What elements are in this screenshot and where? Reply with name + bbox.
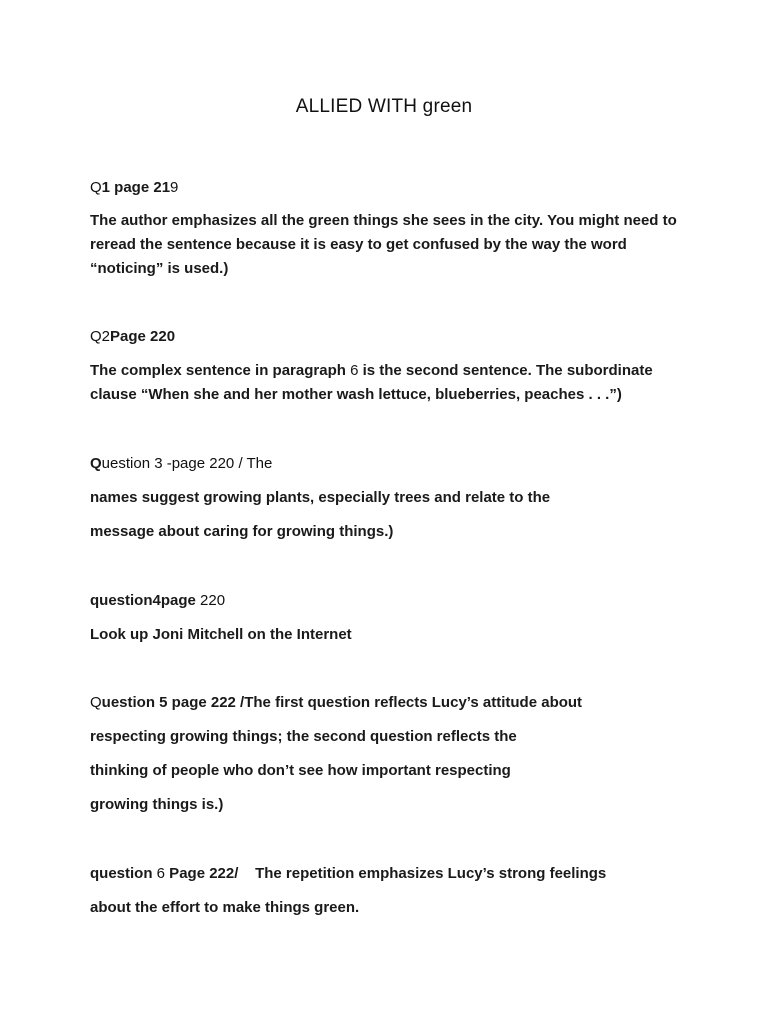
q1-heading-main: 1 page 21 — [101, 179, 171, 196]
q2-answer-line-1 — [90, 359, 653, 383]
q1-answer-line-2: reread the sentence because it is easy to get confused by the way the word — [90, 236, 627, 253]
q3-answer-line-1: names suggest growing plants, especially trees and relate to the — [90, 489, 551, 506]
q5-heading-main: uestion 5 page 222 / — [101, 694, 245, 711]
q5-answer-line-2: thinking of people who don’t see how important respecting — [90, 762, 511, 779]
q1-heading — [90, 176, 178, 200]
q5-heading — [90, 691, 582, 715]
q2-heading-main: Page 220 — [110, 328, 176, 345]
q3-answer-line-2: message about caring for growing things.) — [90, 523, 394, 540]
q1-answer-line-3: “noticing” is used.) — [90, 260, 229, 277]
q4-heading-main: question4page — [90, 592, 196, 609]
q2-heading — [90, 325, 175, 349]
q6-heading-answer: The repetition emphasizes Lucy’s strong feelings — [238, 865, 607, 882]
q6-answer-line: about the effort to make things green. — [90, 899, 360, 916]
q2-answer-line-2: clause “When she and her mother wash lettuce, blueberries, peaches . . .”) — [90, 386, 622, 403]
q2-answer-line-1-c: is the second sentence. The subordinate — [358, 362, 653, 379]
q2-answer-line-1-b: 6 — [350, 362, 359, 379]
q5-heading-prefix: Q — [90, 694, 102, 711]
q2-answer-line-1-a: The complex sentence in paragraph — [90, 362, 351, 379]
q6-heading-prefix: question — [90, 865, 157, 882]
q6-heading-page: Page 222/ — [165, 865, 239, 882]
q5-answer-line-3: growing things is.) — [90, 796, 224, 813]
q2-heading-prefix: Q2 — [90, 328, 111, 345]
q5-answer-line-1: respecting growing things; the second question reflects the — [90, 728, 517, 745]
q5-heading-answer: The first question reflects Lucy’s attitude about — [244, 694, 583, 711]
q3-heading — [90, 452, 272, 476]
q4-heading-suffix: 220 — [195, 592, 226, 609]
document-title: ALLIED WITH green — [295, 96, 473, 117]
q1-heading-prefix: Q — [90, 179, 102, 196]
q4-heading — [90, 589, 225, 613]
q1-answer-line-1: The author emphasizes all the green things she sees in the city. You might need to — [90, 212, 677, 229]
q3-heading-prefix: Q — [90, 455, 102, 472]
q6-heading-number: 6 — [156, 865, 166, 882]
q4-answer-line: Look up Joni Mitchell on the Internet — [90, 626, 352, 643]
q3-heading-main: uestion 3 -page 220 / The — [101, 455, 273, 472]
q6-heading — [90, 862, 606, 886]
q1-heading-suffix: 9 — [170, 179, 179, 196]
